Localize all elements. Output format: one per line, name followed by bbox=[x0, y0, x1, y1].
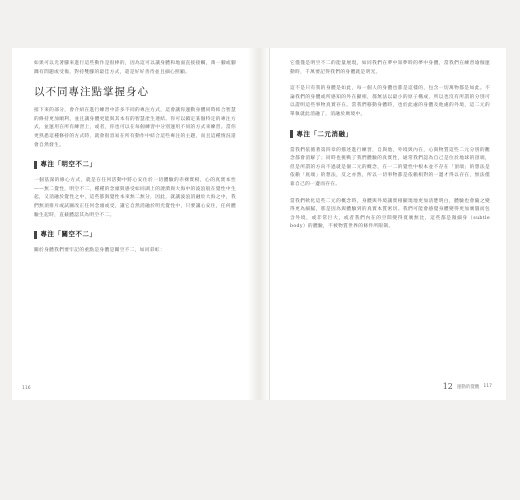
subheading-dissolving-duality bbox=[290, 130, 490, 139]
subheading-bar-icon bbox=[290, 130, 293, 138]
right-paragraph-1: 它僅僅是明空不二的能量展現，如同我們在夢中知夢時的夢中身體，當我們在練習瑜伽運動時，千萬要記得我們的身體就是明光。 bbox=[290, 61, 490, 75]
right-page-content bbox=[270, 48, 506, 400]
subheading-bar-icon bbox=[34, 231, 37, 239]
left-paragraph-1: 如果可以光著腳來進行這些動作是很棒的，因為這可以讓身體和地面直接接觸，萬一腳或腳踝有問題或受傷，對持雙腳的最佳方式，還是好好善待並且細心照顧。 bbox=[34, 61, 236, 75]
left-paragraph-2: 接下來的部分，會介紹在進行練習中許多不同的專注方式，這會讓你運動身體同時結合智慧的修持更加順利，並且讓身體更能與其本有的智慧產生連結。你可以鎖定某個特定的專注方式，並運用在所有練習上，或者，你也可以在每個練習中分別運用不同的方式來練習。當你更熟悉這種修持的方式時，就會很容易在所有動作中結合這些專注的主題，而且這種情況還會自然發生。 bbox=[34, 108, 236, 148]
left-page-content bbox=[12, 48, 248, 400]
book-gutter bbox=[248, 48, 270, 400]
left-paragraph-4: 關於身體我們要牢記的重點是身體是關空不二，如同彩虹： bbox=[34, 248, 165, 254]
right-paragraph-2: 這不是只有我的身體是如此，每一個人的身體也都是這樣的，包含一切萬物都是如此。不論我們的身體或所感知的外在顯相，都無法以最小的原子構成，所以也沒有所謂的分別可以證明這些事物真實存在。當我們移動身體時，也於此處的身體及他處的外境，這二元的單執就此消融了，消融於廣境中。 bbox=[290, 86, 490, 117]
subheading-clarity-emptiness bbox=[34, 160, 236, 169]
subheading-bar-icon bbox=[34, 161, 37, 169]
right-paragraph-3: 當我們依循著第四章的描述進行練習，自與他，外境與內在，心與物質這些二元分別的觀念都會消解了；同時也挑戰了我們體驗的真實性，通常我們認為自己是位於地球的頂端，但是所謂的方向不過就是個二元的概念，在一二的覺性中根本並不存在「頂端」的想法是依賴「底端」的想法，反之亦然，所以一切事物都是依賴相對的一邊才得以存在，無法僅靠自己的一邊而存在。 bbox=[290, 147, 490, 187]
page-number-right: 117 bbox=[483, 384, 492, 389]
subheading-text: 專注「明空不二」 bbox=[40, 160, 97, 169]
chapter-number: 12 bbox=[442, 382, 453, 391]
subheading-appearance-emptiness bbox=[34, 230, 236, 239]
subheading-text: 專注「關空不二」 bbox=[40, 230, 97, 239]
right-paragraph-4: 當我們軟化這些二元的概念時，身體與外境讓實相顯現地更加清楚明白，體驗也會隨之變得更為細膩，那是因為與體驗到的真實本質密切。我們可能會感覺身體變得更加廣闊而包含外境，或非常巨大，或者我們內在的空間變得寬廣無比，這些都是微細身（subtle body）的體驗，不被物質世界的條件所限制。 bbox=[290, 198, 490, 230]
page-number-left: 116 bbox=[22, 386, 31, 391]
subheading-text: 專注「二元消融」 bbox=[296, 129, 353, 138]
left-paragraph-3: 一個基深的修心方式，就是在任何活動中將心安住於一切體驗的赤裸實相，心的真實本性——無二覺性，明空不二，種種的念頭與感受如同湖上的漣漪與大海中的波浪般在覺性中生起，又消融於覺性之中，這些都與覺性本來無二無分，因此，就讓波浪消融於大海之中，我們無須排斥或試圖改正任何念頭或受，讓它自然消融於明光覺性中，只要讓心安住，任何體驗生起時，直截體認其為明空不二。 bbox=[34, 178, 236, 218]
running-footer bbox=[443, 382, 492, 391]
running-head: 運動的覺觀 bbox=[456, 384, 480, 390]
section-heading: 以不同專注點掌握身心 bbox=[34, 86, 149, 99]
